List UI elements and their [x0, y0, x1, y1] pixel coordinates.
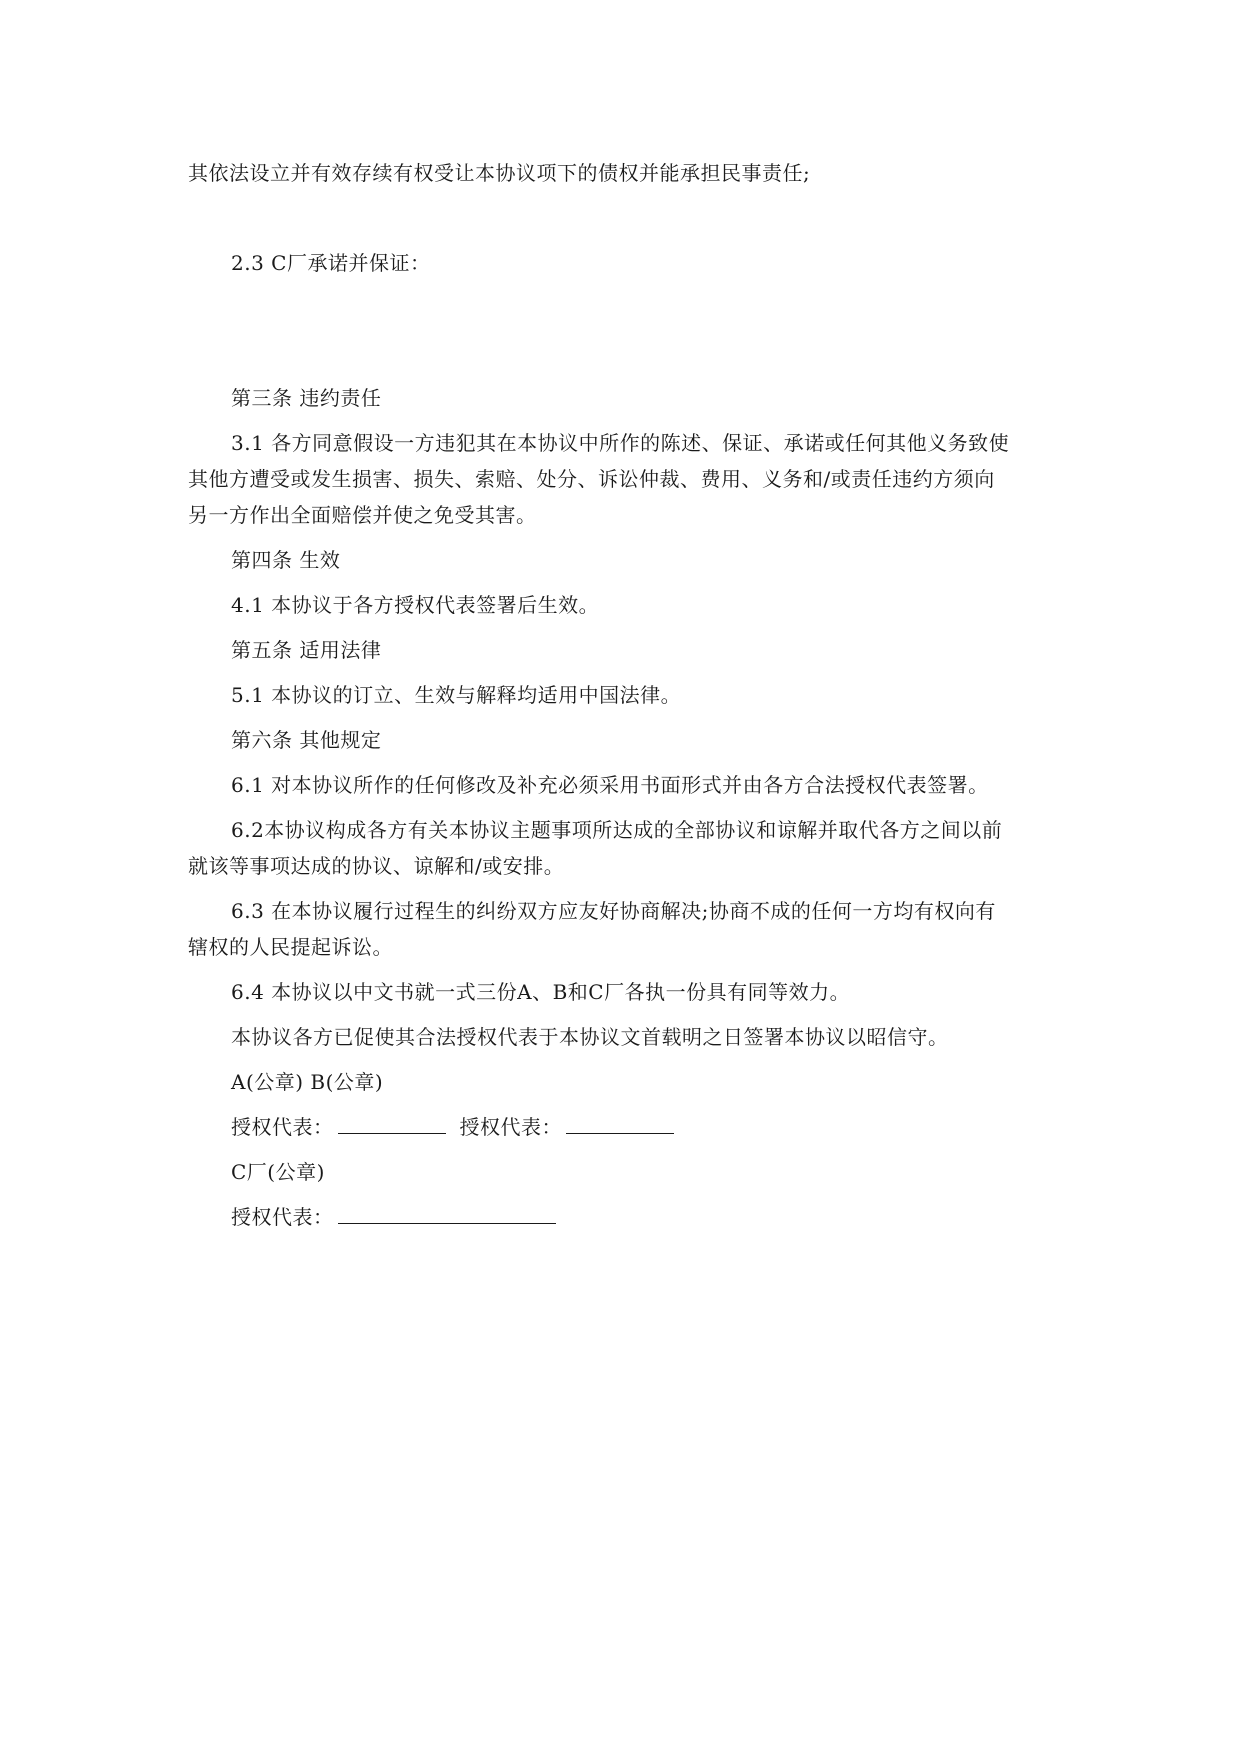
- paragraph-line: 就该等事项达成的协议、谅解和/或安排。: [188, 854, 565, 878]
- paragraph-line: 6.3 在本协议履行过程生的纠纷双方应友好协商解决;协商不成的任何一方均有权向有: [231, 899, 996, 923]
- paragraph-line: 3.1 各方同意假设一方违犯其在本协议中所作的陈述、保证、承诺或任何其他义务致使: [231, 431, 1010, 455]
- authorized-rep-label: 授权代表：: [459, 1115, 562, 1139]
- paragraph-line: 4.1 本协议于各方授权代表签署后生效。: [231, 593, 600, 617]
- authorized-rep-label: 授权代表：: [231, 1115, 334, 1139]
- signature-blank: [338, 1115, 446, 1134]
- signature-row: [231, 1115, 674, 1139]
- paragraph-line: 6.1 对本协议所作的任何修改及补充必须采用书面形式并由各方合法授权代表签署。: [231, 773, 989, 797]
- paragraph-line: 6.2本协议构成各方有关本协议主题事项所达成的全部协议和谅解并取代各方之间以前: [231, 818, 1003, 842]
- authorized-rep-label: 授权代表：: [231, 1205, 334, 1229]
- article-heading: 第六条 其他规定: [231, 728, 382, 752]
- paragraph-line: 另一方作出全面赔偿并使之免受其害。: [188, 503, 537, 527]
- signature-blank: [566, 1115, 674, 1134]
- seal-label: C厂(公章): [231, 1160, 325, 1184]
- paragraph-line: 辖权的人民提起诉讼。: [188, 935, 393, 959]
- seal-labels: A(公章) B(公章): [231, 1070, 384, 1094]
- paragraph-line: 6.4 本协议以中文书就一式三份A、B和C厂各执一份具有同等效力。: [231, 980, 851, 1004]
- clause-heading: 2.3 C厂承诺并保证：: [231, 251, 431, 275]
- paragraph-line: 5.1 本协议的订立、生效与解释均适用中国法律。: [231, 683, 682, 707]
- article-heading: 第五条 适用法律: [231, 638, 382, 662]
- signature-blank: [338, 1205, 556, 1224]
- paragraph-line: 本协议各方已促使其合法授权代表于本协议文首载明之日签署本协议以昭信守。: [231, 1025, 949, 1049]
- paragraph-line: 其依法设立并有效存续有权受让本协议项下的债权并能承担民事责任;: [188, 161, 811, 185]
- signature-row: [231, 1205, 556, 1229]
- paragraph-line: 其他方遭受或发生损害、损失、索赔、处分、诉讼仲裁、费用、义务和/或责任违约方须向: [188, 467, 995, 491]
- article-heading: 第三条 违约责任: [231, 386, 382, 410]
- article-heading: 第四条 生效: [231, 548, 341, 572]
